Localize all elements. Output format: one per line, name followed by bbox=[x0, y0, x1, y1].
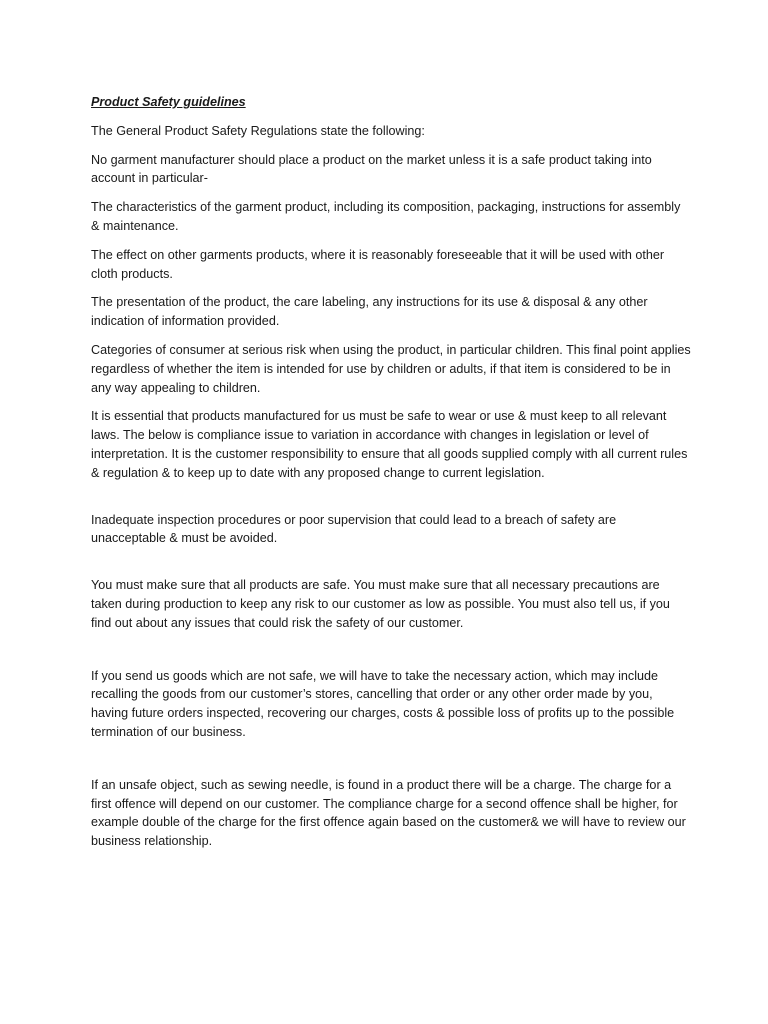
paragraph-no-manufacturer: No garment manufacturer should place a product on the market unless it is a safe product taking into account in particular- bbox=[91, 152, 652, 186]
paragraph-intro: The General Product Safety Regulations state the following: bbox=[91, 123, 425, 138]
paragraph-characteristics: The characteristics of the garment product, including its composition, packaging, instructions for assembly & maintenance. bbox=[91, 200, 681, 233]
paragraph-inspection: Inadequate inspection procedures or poor supervision that could lead to a breach of safety are unacceptable & must be avoided. bbox=[91, 512, 617, 546]
paragraph-essential: It is essential that products manufactured for us must be safe to wear or use & must keep to all relevant laws. The below is compliance issue to variation in accordance with changes in legislation or level of interpretation. It is the customer responsibility to ensure that all goods supplied comply with all current rules & regulation & to keep up to date with any proposed change to current legislation. bbox=[91, 409, 688, 480]
paragraph-make-sure: You must make sure that all products are safe. You must make sure that all necessary precautions are taken during production to keep any risk to our customer as low as possible. You must also tell us, if you find out about any issues that could risk the safety of our customer. bbox=[91, 578, 670, 630]
document-body bbox=[91, 93, 691, 861]
paragraph-categories: Categories of consumer at serious risk when using the product, in particular children. This final point applies regardless of whether the item is intended for use by children or adults, if that item is considered to be in any way appealing to children. bbox=[91, 342, 691, 395]
document-title: Product Safety guidelines bbox=[91, 95, 246, 109]
paragraph-unsafe-object: If an unsafe object, such as sewing needle, is found in a product there will be a charge. The charge for a first offence will depend on our customer. The compliance charge for a second offence shall be higher, for example double of the charge for the first offence again based on the customer& we will have to review our business relationship. bbox=[91, 777, 686, 849]
paragraph-unsafe-goods: If you send us goods which are not safe, we will have to take the necessary action, which may include recalling the goods from our customer’s stores, cancelling that order or any other order made by you, having future orders inspected, recovering our charges, costs & possible loss of profits up to the possible termination of our business. bbox=[91, 668, 675, 739]
paragraph-presentation: The presentation of the product, the care labeling, any instructions for its use & disposal & any other indication of information provided. bbox=[91, 295, 648, 329]
paragraph-effect: The effect on other garments products, where it is reasonably foreseeable that it will be used with other cloth products. bbox=[91, 247, 665, 281]
